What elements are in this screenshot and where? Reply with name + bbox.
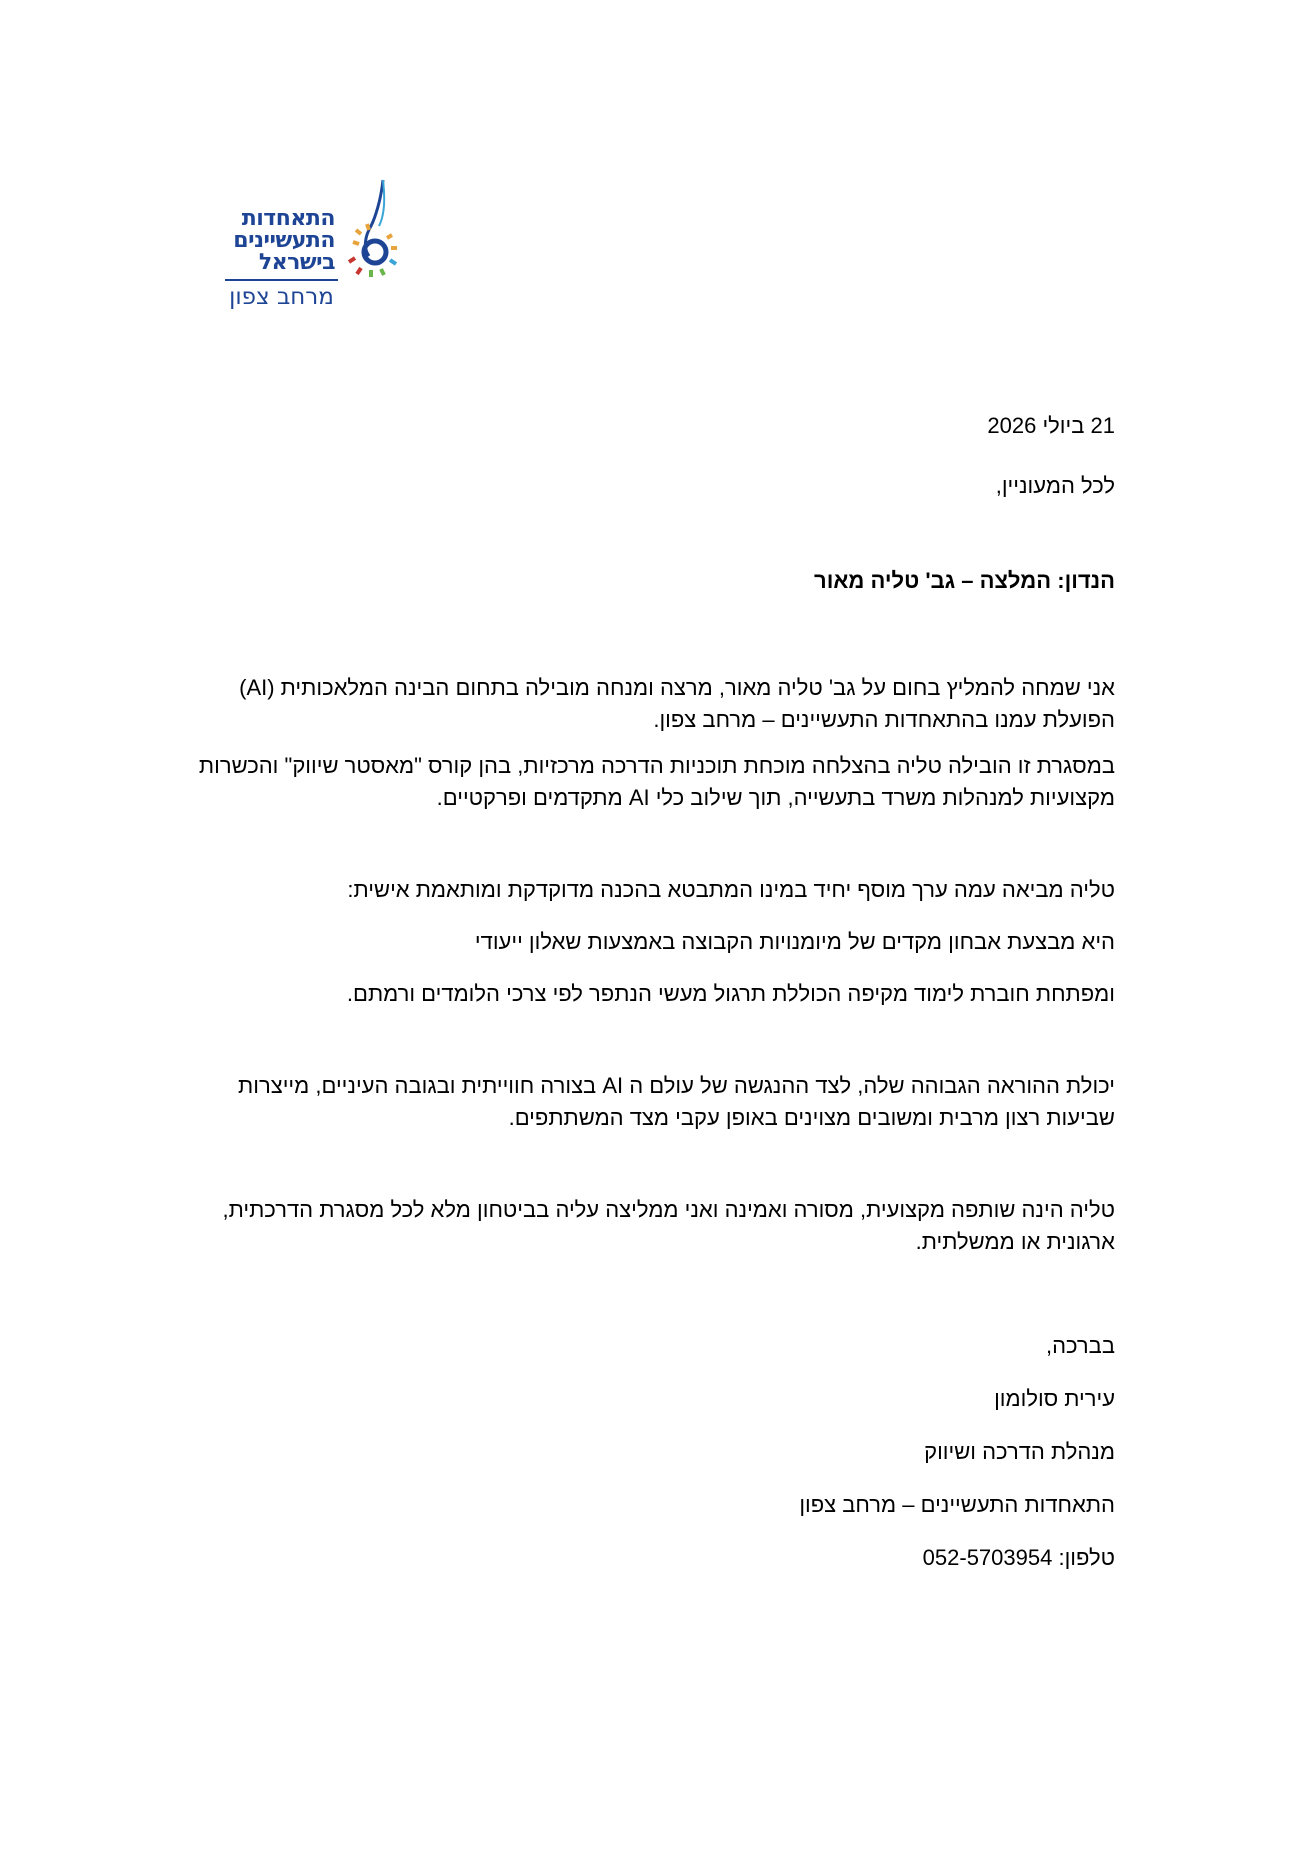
paragraph-workbook: ומפתחת חוברת לימוד מקיפה הכוללת תרגול מעשי הנתפר לפי צרכי הלומדים ורמתם. [346, 981, 1115, 1006]
paragraph-added-value: טליה מביאה עמה ערך מוסף יחיד במינו המתבטא בהכנה מדוקדקת ומותאמת אישית: [347, 877, 1115, 902]
letter-body [195, 398, 1115, 1574]
letter-closing: בברכה, [1045, 1333, 1115, 1358]
letter-date: 21 ביולי 2026 [987, 413, 1115, 438]
signature-title: מנהלת הדרכה ושיווק [924, 1439, 1115, 1464]
logo-line-2: התעשיינים [233, 228, 335, 253]
signature-organization: התאחדות התעשיינים – מרחב צפון [799, 1492, 1115, 1517]
paragraph-introduction: אני שמחה להמליץ בחום על גב' טליה מאור, מרצה ומנחה מובילה בתחום הבינה המלאכותית (AI) הפועלת עמנו בהתאחדות התעשיינים – מרחב צפון. [239, 675, 1115, 732]
organization-logo [225, 178, 405, 310]
logo-graphic-icon [335, 178, 405, 288]
logo-line-3: בישראל [258, 250, 335, 275]
logo-line-1: התאחדות [241, 206, 335, 231]
paragraph-recommendation: טליה הינה שותפה מקצועית, מסורה ואמינה ואני ממליצה עליה בביטחון מלא לכל מסגרת הדרכתית, ארגונית או ממשלתית. [222, 1197, 1115, 1254]
letter-greeting: לכל המעוניין, [995, 473, 1115, 498]
logo-wordmark [195, 208, 335, 274]
paragraph-assessment: היא מבצעת אבחון מקדים של מיומנויות הקבוצה באמצעות שאלון ייעודי [474, 929, 1115, 954]
signature-name: עירית סולומון [994, 1386, 1115, 1411]
logo-divider [225, 279, 338, 281]
paragraph-teaching: יכולת ההוראה הגבוהה שלה, לצד ההנגשה של עולם ה AI בצורה חווייתית ובגובה העיניים, מייצרות שביעות רצון מרבית ומשובים מצוינים באופן עקבי מצד המשתתפים. [238, 1073, 1115, 1130]
signature-phone: טלפון: 052-5703954 [922, 1545, 1115, 1570]
letter-subject: הנדון: המלצה – גב' טליה מאור [814, 568, 1115, 593]
paragraph-programs: במסגרת זו הובילה טליה בהצלחה מוכחת תוכניות הדרכה מרכזיות, בהן קורס "מאסטר שיווק" והכשרות מקצועיות למנהלות משרד בתעשייה, תוך שילוב כלי AI מתקדמים ופרקטיים. [198, 753, 1115, 810]
logo-region: מרחב צפון [229, 284, 334, 310]
